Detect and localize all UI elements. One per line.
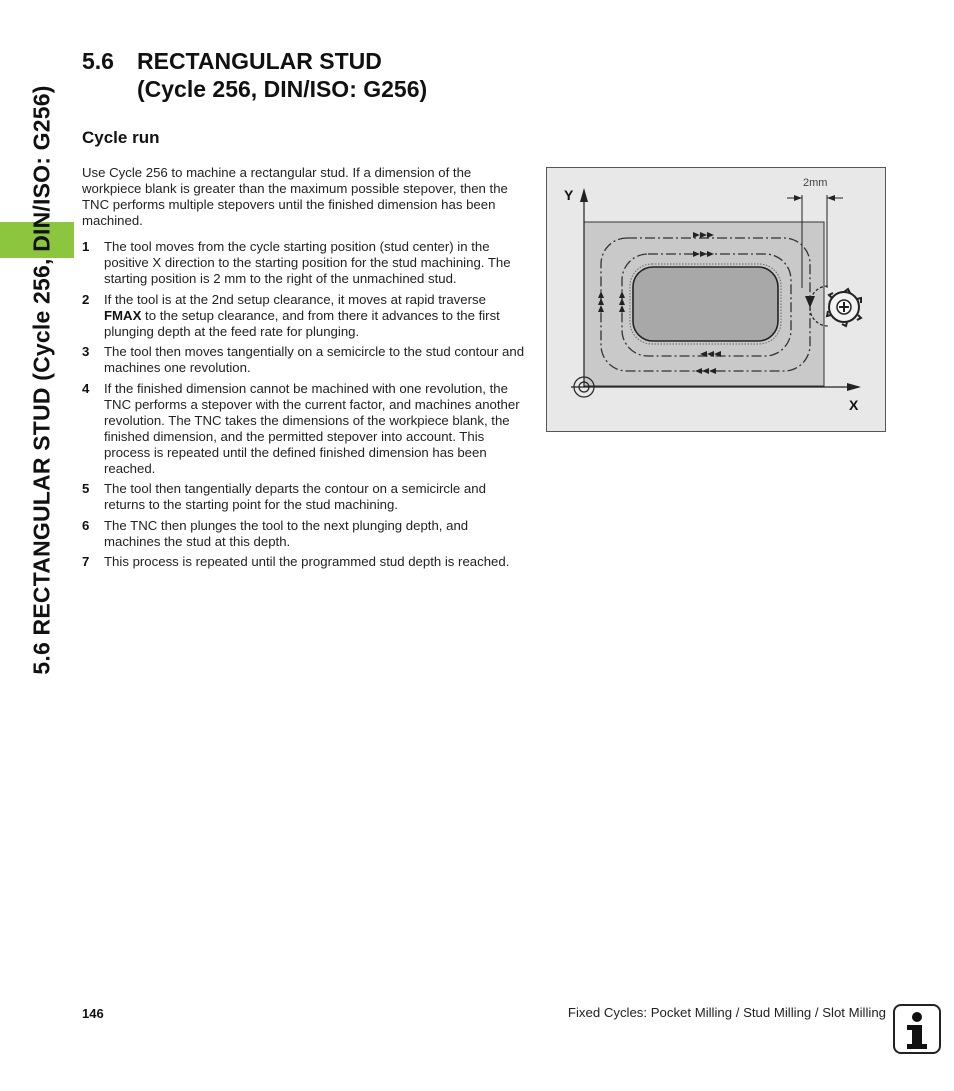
x-axis-arrow [847, 383, 861, 391]
steps-list [82, 239, 526, 575]
list-item [82, 481, 526, 513]
step-text: The tool then tangentially departs the contour on a semicircle and returns to the starting point for the stud machining. [104, 481, 486, 512]
x-axis-label: X [849, 397, 859, 413]
section-title-line2: (Cycle 256, DIN/ISO: G256) [137, 76, 428, 102]
stud-milling-diagram [546, 167, 886, 432]
info-icon [893, 1004, 941, 1054]
list-item [82, 518, 526, 550]
step-keyword: FMAX [104, 307, 142, 323]
milling-cutter-icon [827, 289, 861, 326]
step-text: If the finished dimension cannot be machined with one revolution, the TNC performs a stepover with the current factor, and machines another revolution. The TNC takes the dimensions of the workpiece blank, the finished dimension, and the permitted stepover into account. This process is repeated until the defined finished dimension has been reached. [104, 380, 520, 476]
list-item [82, 239, 526, 287]
step-number: 7 [82, 554, 90, 569]
step-number: 3 [82, 344, 90, 359]
y-axis-arrow [580, 188, 588, 202]
dimension-label: 2mm [803, 177, 828, 189]
footer-chapter-title: Fixed Cycles: Pocket Milling / Stud Milling / Slot Milling [567, 1005, 886, 1020]
list-item [82, 344, 526, 376]
step-number: 4 [82, 380, 90, 396]
section-heading [82, 47, 427, 103]
side-running-title: 5.6 RECTANGULAR STUD (Cycle 256, DIN/ISO: G256) [28, 85, 55, 675]
diagram-drawing [547, 168, 887, 433]
step-number: 2 [82, 291, 90, 307]
page-number: 146 [82, 1006, 104, 1021]
step-text: The TNC then plunges the tool to the next plunging depth, and machines the stud at this depth. [104, 517, 469, 549]
list-item [82, 381, 526, 477]
subsection-heading: Cycle run [82, 128, 160, 147]
intro-paragraph: Use Cycle 256 to machine a rectangular stud. If a dimension of the workpiece blank is greater than the maximum possible stepover, then the TNC performs multiple stepovers until the finished dimension has been machined. [82, 165, 508, 228]
step-number: 5 [82, 481, 90, 496]
step-text: The tool then moves tangentially on a semicircle to the stud contour and machines one revolution. [104, 344, 525, 375]
step-text: The tool moves from the cycle starting position (stud center) in the positive X direction to the starting position for the stud machining. The starting position is 2 mm to the right of the unmachined stud. [104, 239, 511, 286]
y-axis-label: Y [564, 187, 574, 203]
step-number: 6 [82, 517, 90, 533]
section-title-line1: RECTANGULAR STUD [137, 48, 382, 74]
section-number: 5.6 [82, 48, 114, 74]
step-text [104, 292, 526, 340]
step-text: This process is repeated until the programmed stud depth is reached. [104, 554, 510, 569]
list-item [82, 554, 526, 570]
step-text-post: to the setup clearance, and from there it advances to the first plunging depth at the feed rate for plunging. [104, 307, 500, 339]
step-number: 1 [82, 239, 90, 254]
stud-contour [633, 267, 778, 341]
list-item [82, 292, 526, 340]
step-text-pre: If the tool is at the 2nd setup clearance, it moves at rapid traverse [104, 291, 486, 307]
